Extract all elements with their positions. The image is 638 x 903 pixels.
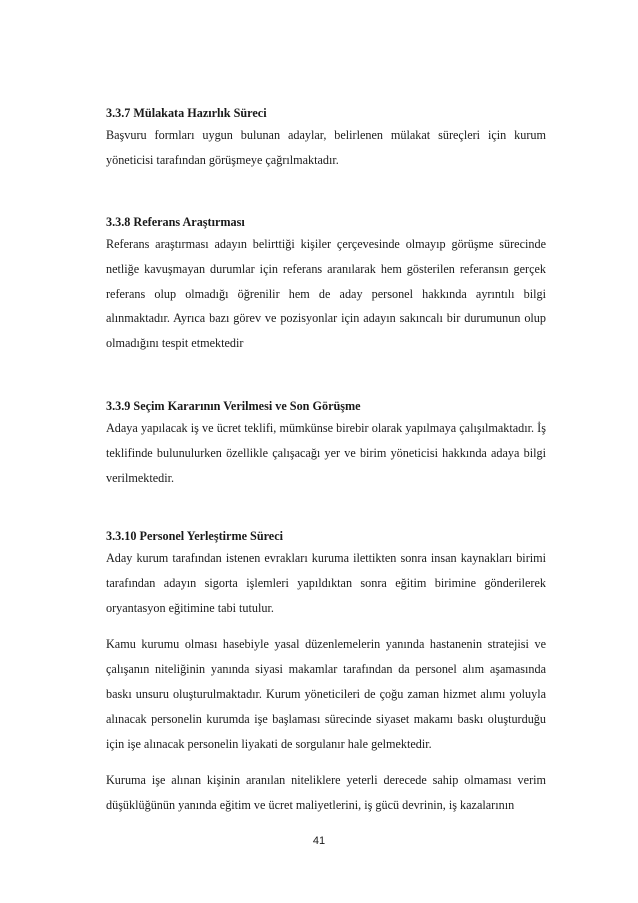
section-3-3-7 (106, 103, 546, 173)
section-heading: 3.3.7 Mülakata Hazırlık Süreci (106, 106, 267, 120)
section-3-3-8 (106, 212, 546, 356)
section-heading: 3.3.10 Personel Yerleştirme Süreci (106, 529, 284, 543)
section-paragraph: Kuruma işe alınan kişinin aranılan niteliklere yeterli derecede sahip olmaması verim düşüklüğünün yanında eğitim ve ücret maliyetlerini, iş gücü devrinin, iş kazalarının (106, 773, 546, 813)
section-paragraph: Başvuru formları uygun bulunan adaylar, belirlenen mülakat süreçleri için kurum yöneticisi tarafından görüşmeye çağrılmaktadır. (106, 128, 546, 167)
section-paragraph: Adaya yapılacak iş ve ücret teklifi, mümkünse birebir olarak yapılmaya çalışılmaktadır. İş teklifinde bulunulurken özellikle çalışacağı yer ve birim yöneticisi hakkında adaya bilgi verilmektedir. (106, 421, 546, 485)
section-3-3-10 (106, 526, 546, 818)
page-number: 41 (312, 835, 326, 847)
section-paragraph: Referans araştırması adayın belirttiği kişiler çerçevesinde olmayıp görüşme sürecinde netliğe kavuşmayan durumlar için referans aranılarak hem gösterilen referansın gerçek referans olup olmadığı öğrenilir hem de aday personel hakkında ayrıntılı bilgi alınmaktadır. Ayrıca bazı görev ve pozisyonlar için adayın sakıncalı bir durumunun olup olmadığını tespit etmektedir (106, 237, 546, 351)
section-3-3-9 (106, 396, 546, 490)
section-heading: 3.3.8 Referans Araştırması (106, 215, 245, 229)
section-paragraph: Kamu kurumu olması hasebiyle yasal düzenlemelerin yanında hastanenin stratejisi ve çalışanın niteliğinin yanında siyasi makamlar tarafından da personel alım aşamasında baskı unsuru oluşturulmaktadır. Kurum yöneticileri de çoğu zaman hizmet alımı yoluyla alınacak personelin kurumda işe başlaması sürecinde siyaset makamı baskı oluşturduğu için işe alınacak personelin liyakati de sorgulanır hale gelmektedir. (106, 637, 546, 751)
section-heading: 3.3.9 Seçim Kararının Verilmesi ve Son Görüşme (106, 399, 361, 413)
section-paragraph: Aday kurum tarafından istenen evrakları kuruma ilettikten sonra insan kaynakları birimi tarafından adayın sigorta işlemleri yapıldıktan sonra eğitim birimine gönderilerek oryantasyon eğitimine tabi tutulur. (106, 551, 546, 615)
